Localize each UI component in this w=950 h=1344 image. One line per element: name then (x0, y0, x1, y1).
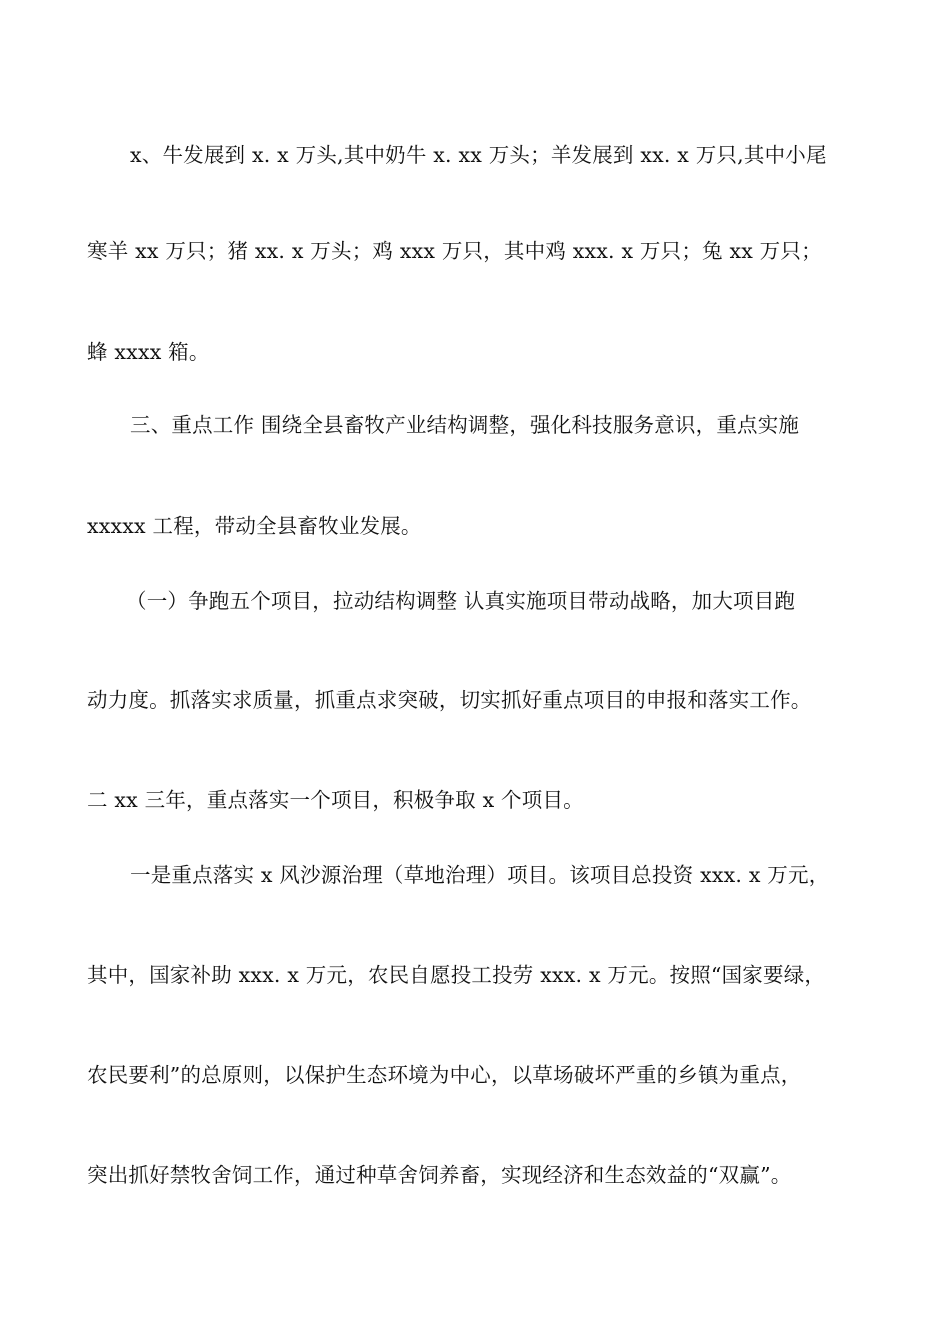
text-line: 寒羊 xx 万只；猪 xx. x 万头；鸡 xxx 万只，其中鸡 xxx. x 万只；兔 xx 万只； (87, 239, 822, 263)
text-line: 二 xx 三年，重点落实一个项目，积极争取 x 个项目。 (87, 788, 584, 812)
text-line: 突出抓好禁牧舍饲工作，通过种草舍饲养畜，实现经济和生态效益的“双赢”。 (87, 1163, 792, 1187)
text-line: 其中，国家补助 xxx. x 万元，农民自愿投工投劳 xxx. x 万元。按照“国家要绿， (87, 963, 826, 987)
text-line: 一是重点落实 x 风沙源治理（草地治理）项目。该项目总投资 xxx. x 万元， (130, 863, 830, 887)
text-line: xxxxx 工程，带动全县畜牧业发展。 (87, 514, 422, 538)
text-line: x、牛发展到 x. x 万头,其中奶牛 x. xx 万头；羊发展到 xx. x 万只,其中小尾 (130, 143, 827, 167)
subsection-heading-line: （一）争跑五个项目，拉动结构调整 认真实施项目带动战略，加大项目跑 (126, 589, 796, 613)
text-line: 动力度。抓落实求质量，抓重点求突破，切实抓好重点项目的申报和落实工作。 (87, 688, 812, 712)
text-line: 蜂 xxxx 箱。 (87, 340, 210, 364)
section-heading-line: 三、重点工作 围绕全县畜牧产业结构调整，强化科技服务意识，重点实施 (130, 413, 800, 437)
text-line: 农民要利”的总原则，以保护生态环境为中心，以草场破坏严重的乡镇为重点， (87, 1063, 802, 1087)
